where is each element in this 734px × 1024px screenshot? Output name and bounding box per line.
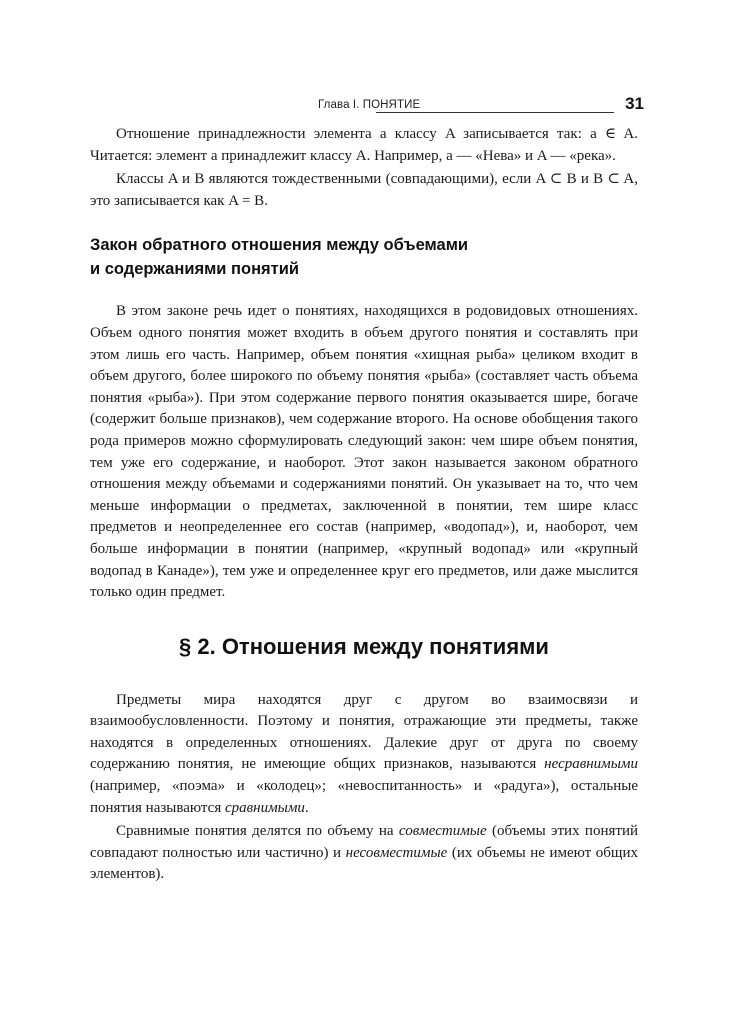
law-heading-line-1: Закон обратного отношения между объемами	[90, 236, 469, 255]
term-comparable: сравнимыми	[224, 799, 305, 816]
s2p1-text-c: .	[304, 799, 309, 816]
s2p1-text-b: (например, «поэма» и «колодец»; «невоспитанность» и «радуга»), остальные понятия называются	[90, 778, 638, 816]
law-heading-line-2: и содержаниями понятий	[90, 260, 300, 279]
intro-paragraph-membership: Отношение принадлежности элемента a классу A записывается так: a ∈ A. Читается: элемент a принадлежит классу A. Например, a — «Нева» и A — «река».	[90, 126, 638, 164]
s2p2-text-a: Сравнимые понятия делятся по объему на	[116, 823, 399, 840]
term-compatible: совместимые	[398, 823, 487, 840]
s2p2-text-b: (объемы этих понятий совпадают полностью или частично) и	[90, 823, 638, 861]
s2p2-text-c: (их объемы не имеют общих элементов).	[90, 844, 638, 883]
running-head-title: Глава I. ПОНЯТИЕ	[318, 99, 421, 111]
section-2-paragraph-1	[90, 690, 638, 820]
s2p1-text-a: Предметы мира находятся друг с другом во взаимосвязи и взаимообусловленности. Поэтому и понятия, отражающие эти предметы, также находятся в определенных отношениях. Далекие друг от друга по своему содержанию понятия, не имеющие общих признаков, называются	[90, 691, 638, 773]
running-head	[318, 96, 644, 116]
section-2-heading: § 2. Отношения между понятиями	[179, 633, 549, 659]
law-paragraph: В этом законе речь идет о понятиях, находящихся в родовидовых отношениях. Объем одного понятия может входить в объем другого понятия и составлять при этом лишь его часть. Например, объем понятия «хищная рыба» целиком входит в объем другого, более широкого по объему понятия «рыба» (составляет часть объема понятия «рыба»). При этом содержание первого понятия оказывается шире, богаче (содержит больше признаков), чем содержание второго. На основе обобщения такого рода примеров можно сформулировать следующий закон: чем шире объем понятия, тем уже его содержание, и наоборот. Этот закон называется законом обратного отношения между объемами и содержаниями понятий. Он указывает на то, что чем меньше информации о предметах, заключенной в понятии, тем шире класс предметов и неопределеннее его состав (например, «водопад»), и, наоборот, чем больше информации в понятии (например, «крупный водопад» или «крупный водопад в Канаде»), тем уже и определеннее круг его предметов, или даже мыслится только один предмет.	[90, 303, 638, 601]
page-number: 31	[625, 94, 644, 113]
section-2-paragraph-2	[90, 821, 638, 886]
law-heading	[90, 233, 638, 281]
running-head-rule	[376, 112, 614, 113]
term-incomparable: несравнимыми	[544, 756, 638, 773]
page-body	[90, 124, 638, 886]
intro-paragraph-identity: Классы A и B являются тождественными (совпадающими), если A ⊂ B и B ⊂ A, это записывается как A = B.	[90, 171, 638, 209]
term-incompatible: несовместимые	[345, 844, 448, 861]
